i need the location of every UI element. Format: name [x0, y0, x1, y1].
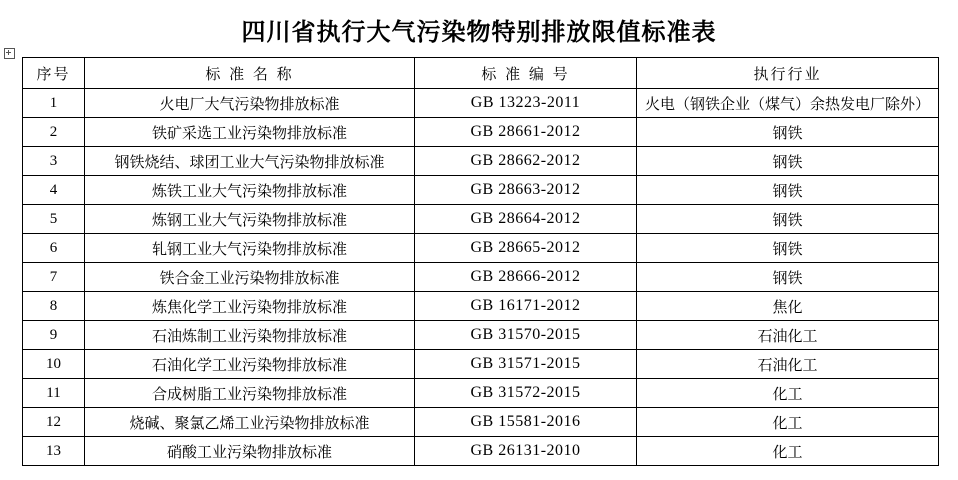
standards-table — [22, 57, 939, 466]
cell-no: 4 — [23, 176, 85, 205]
table-row — [23, 408, 939, 437]
cell-code: GB 31570-2015 — [415, 321, 637, 350]
column-header-no: 序号 — [23, 58, 85, 89]
cell-no: 1 — [23, 89, 85, 118]
cell-code: GB 26131-2010 — [415, 437, 637, 466]
table-row — [23, 89, 939, 118]
cell-no: 5 — [23, 205, 85, 234]
cell-name: 轧钢工业大气污染物排放标准 — [85, 234, 415, 263]
cell-industry: 化工 — [637, 408, 939, 437]
cell-name: 硝酸工业污染物排放标准 — [85, 437, 415, 466]
cell-industry: 化工 — [637, 379, 939, 408]
cell-no: 12 — [23, 408, 85, 437]
cell-no: 8 — [23, 292, 85, 321]
table-row — [23, 176, 939, 205]
table-row — [23, 205, 939, 234]
cell-code: GB 28666-2012 — [415, 263, 637, 292]
cell-code: GB 15581-2016 — [415, 408, 637, 437]
cell-industry: 钢铁 — [637, 147, 939, 176]
cell-no: 10 — [23, 350, 85, 379]
cell-name: 炼焦化学工业污染物排放标准 — [85, 292, 415, 321]
table-row — [23, 321, 939, 350]
cell-code: GB 31572-2015 — [415, 379, 637, 408]
table-container — [0, 57, 958, 466]
table-row — [23, 379, 939, 408]
cell-name: 石油化学工业污染物排放标准 — [85, 350, 415, 379]
cell-industry: 焦化 — [637, 292, 939, 321]
column-header-industry: 执行行业 — [637, 58, 939, 89]
cell-industry: 钢铁 — [637, 118, 939, 147]
cell-code: GB 28662-2012 — [415, 147, 637, 176]
cell-code: GB 28665-2012 — [415, 234, 637, 263]
cell-code: GB 28661-2012 — [415, 118, 637, 147]
cell-no: 13 — [23, 437, 85, 466]
cell-code: GB 31571-2015 — [415, 350, 637, 379]
cell-no: 7 — [23, 263, 85, 292]
cell-name: 铁合金工业污染物排放标准 — [85, 263, 415, 292]
page-corner-marker — [2, 46, 16, 60]
table-row — [23, 437, 939, 466]
column-header-name: 标 准 名 称 — [85, 58, 415, 89]
cell-name: 炼铁工业大气污染物排放标准 — [85, 176, 415, 205]
cell-no: 3 — [23, 147, 85, 176]
cell-industry: 火电（钢铁企业（煤气）余热发电厂除外） — [637, 89, 939, 118]
cell-name: 钢铁烧结、球团工业大气污染物排放标准 — [85, 147, 415, 176]
cell-industry: 钢铁 — [637, 176, 939, 205]
cell-name: 烧碱、聚氯乙烯工业污染物排放标准 — [85, 408, 415, 437]
table-row — [23, 292, 939, 321]
table-row — [23, 118, 939, 147]
table-row — [23, 263, 939, 292]
cell-code: GB 28664-2012 — [415, 205, 637, 234]
table-row — [23, 350, 939, 379]
cell-industry: 石油化工 — [637, 350, 939, 379]
table-row — [23, 147, 939, 176]
cell-code: GB 13223-2011 — [415, 89, 637, 118]
cell-name: 火电厂大气污染物排放标准 — [85, 89, 415, 118]
cell-name: 铁矿采选工业污染物排放标准 — [85, 118, 415, 147]
cell-no: 2 — [23, 118, 85, 147]
cell-code: GB 28663-2012 — [415, 176, 637, 205]
plus-icon — [4, 48, 15, 59]
table-row — [23, 234, 939, 263]
table-header-row — [23, 58, 939, 89]
cell-no: 11 — [23, 379, 85, 408]
cell-no: 6 — [23, 234, 85, 263]
page-title: 四川省执行大气污染物特别排放限值标准表 — [241, 18, 717, 46]
column-header-code: 标 准 编 号 — [415, 58, 637, 89]
cell-no: 9 — [23, 321, 85, 350]
cell-industry: 钢铁 — [637, 205, 939, 234]
cell-name: 石油炼制工业污染物排放标准 — [85, 321, 415, 350]
cell-name: 炼钢工业大气污染物排放标准 — [85, 205, 415, 234]
cell-code: GB 16171-2012 — [415, 292, 637, 321]
cell-industry: 钢铁 — [637, 263, 939, 292]
cell-industry: 化工 — [637, 437, 939, 466]
cell-industry: 钢铁 — [637, 234, 939, 263]
cell-name: 合成树脂工业污染物排放标准 — [85, 379, 415, 408]
cell-industry: 石油化工 — [637, 321, 939, 350]
